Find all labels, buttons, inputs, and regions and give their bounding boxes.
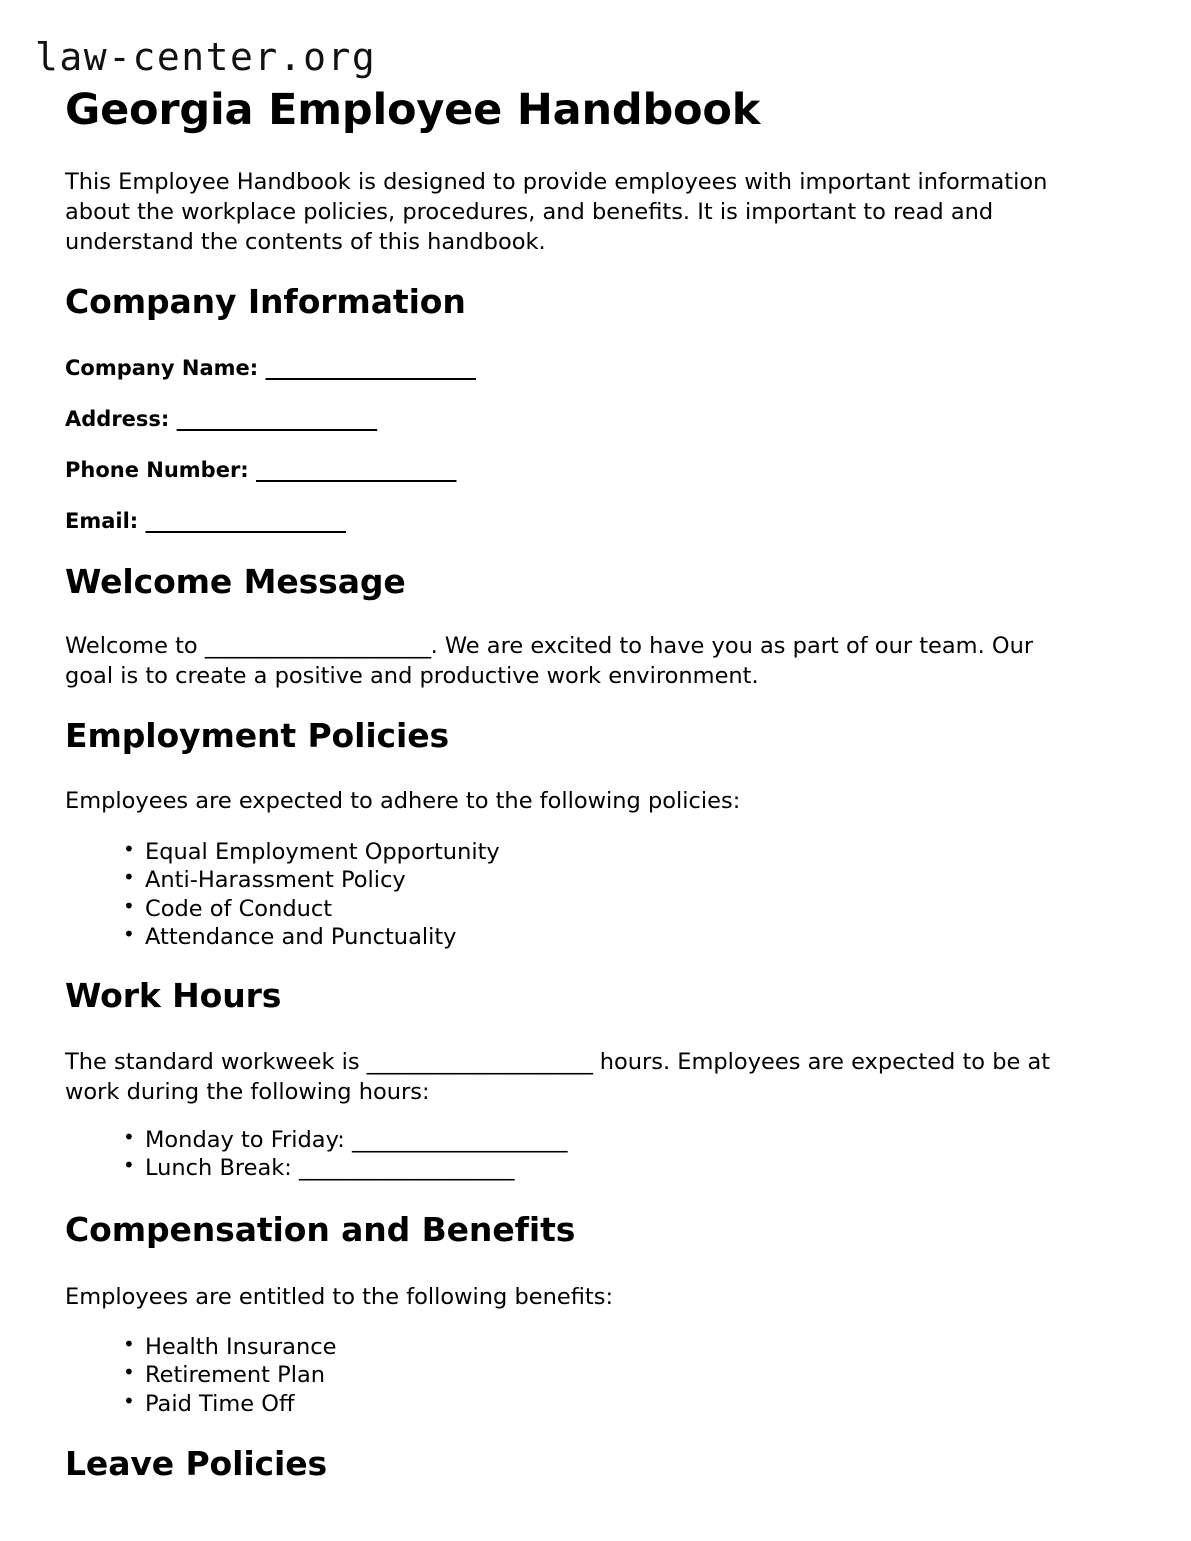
welcome-message-body — [65, 632, 1085, 692]
field-row — [65, 355, 1085, 382]
section-compensation-and-benefits — [65, 1211, 1085, 1250]
intro-block — [65, 168, 1085, 258]
work-hours-label-monday-to-friday: Monday to Friday: — [145, 1127, 345, 1153]
section-company-information — [65, 283, 1085, 322]
work-hours-blank-monday-to-friday[interactable]: ____________________ — [352, 1127, 568, 1153]
field-row — [65, 457, 1085, 484]
field-email — [65, 508, 1085, 535]
list-item — [123, 895, 1085, 923]
compensation-intro-text: Employees are entitled to the following benefits: — [65, 1284, 614, 1310]
compensation-list-wrap — [65, 1333, 1085, 1418]
list-item-label: Health Insurance — [145, 1334, 337, 1360]
list-item-label: Attendance and Punctuality — [145, 924, 457, 951]
work-hours-blank[interactable]: _____________________ — [366, 1049, 593, 1075]
work-hours-list-wrap — [65, 1126, 1085, 1183]
work-hours-label-lunch-break: Lunch Break: — [145, 1155, 292, 1182]
welcome-paragraph — [65, 632, 1085, 692]
field-row — [65, 406, 1085, 433]
welcome-text-before: Welcome to — [65, 633, 205, 659]
list-item — [123, 1390, 1085, 1418]
work-hours-body — [65, 1048, 1085, 1108]
section-heading-work-hours: Work Hours — [65, 976, 282, 1015]
list-item-label: Code of Conduct — [145, 895, 333, 922]
field-company-name — [65, 355, 1085, 382]
field-blank-email[interactable]: ____________________ — [145, 509, 346, 533]
list-item — [123, 1361, 1085, 1389]
field-label-email: Email: — [65, 509, 139, 533]
field-address — [65, 406, 1085, 433]
field-label-phone-number: Phone Number: — [65, 458, 249, 482]
intro-paragraph: This Employee Handbook is designed to provide employees with important information about the workplace policies, procedures, and benefits. It is important to read and understand the contents of this handbook. — [65, 169, 1048, 255]
section-heading-company-information: Company Information — [65, 282, 466, 321]
page-title: Georgia Employee Handbook — [65, 85, 761, 135]
field-phone-number — [65, 457, 1085, 484]
site-wordmark: law-center.org — [35, 35, 377, 79]
list-item — [123, 923, 1085, 951]
field-blank-address[interactable]: ____________________ — [176, 407, 377, 431]
field-blank-company-name[interactable]: _____________________ — [265, 356, 476, 380]
field-label-company-name: Company Name: — [65, 356, 259, 380]
field-label-address: Address: — [65, 407, 170, 431]
work-hours-text-after: hours. Employees are expected to be at work during the following hours: — [65, 1049, 1051, 1105]
list-item — [123, 866, 1085, 894]
employment-policies-intro — [65, 787, 1085, 817]
welcome-blank[interactable]: _____________________ — [204, 633, 431, 659]
section-employment-policies — [65, 717, 1085, 756]
section-leave-policies — [65, 1445, 1085, 1484]
section-heading-employment-policies: Employment Policies — [65, 716, 450, 755]
list-item-label: Retirement Plan — [145, 1362, 325, 1389]
compensation-intro — [65, 1283, 1085, 1313]
field-blank-phone-number[interactable]: ____________________ — [256, 458, 457, 482]
work-hours-blank-lunch-break[interactable]: ____________________ — [299, 1155, 515, 1182]
compensation-list — [65, 1333, 1085, 1418]
list-item — [123, 838, 1085, 866]
section-heading-welcome-message: Welcome Message — [65, 562, 406, 601]
employment-policies-intro-text: Employees are expected to adhere to the following policies: — [65, 788, 741, 814]
section-heading-compensation-and-benefits: Compensation and Benefits — [65, 1210, 576, 1249]
employment-policies-list — [65, 838, 1085, 951]
work-hours-paragraph — [65, 1048, 1085, 1108]
section-work-hours — [65, 977, 1085, 1016]
work-hours-text-before: The standard workweek is — [65, 1049, 367, 1075]
list-item — [123, 1333, 1085, 1361]
list-item — [123, 1154, 1085, 1182]
section-welcome-message — [65, 563, 1085, 602]
list-item-label: Equal Employment Opportunity — [145, 839, 500, 865]
list-item-label: Paid Time Off — [145, 1390, 295, 1417]
list-item-label: Anti-Harassment Policy — [145, 867, 406, 894]
field-row — [65, 508, 1085, 535]
welcome-text-after: . We are excited to have you as part of our team. Our goal is to create a positive and productive work environment. — [65, 633, 1034, 689]
employment-policies-list-wrap — [65, 838, 1085, 951]
work-hours-list — [65, 1126, 1085, 1183]
section-heading-leave-policies: Leave Policies — [65, 1444, 328, 1483]
list-item — [123, 1126, 1085, 1154]
